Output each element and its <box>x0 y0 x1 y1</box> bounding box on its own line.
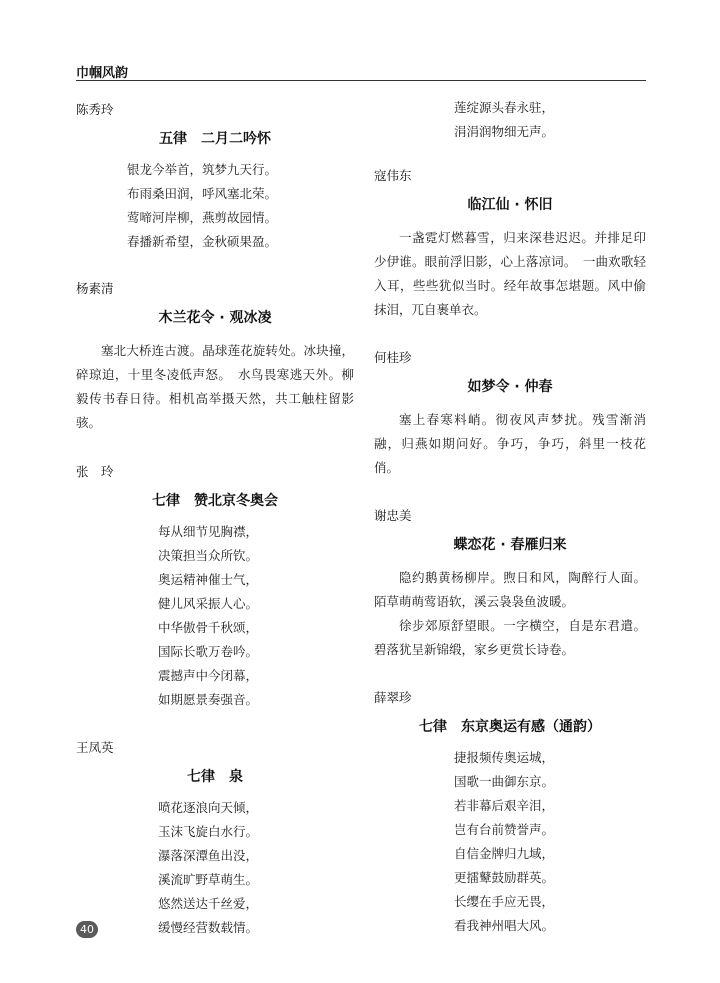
poem2-text: 塞北大桥连古渡。晶球莲花旋转处。冰块撞，碎琼迫，十里冬凌低声怒。 水鸟畏寒逃天外。柳毅传书春日待。相机高举摄天然，共工触柱留影骇。 <box>76 343 354 430</box>
verse-line: 决策担当众所钦。 <box>158 548 259 563</box>
poem-title-mulanhua: 木兰花令 · 观冰凌 <box>158 310 272 326</box>
page-header <box>76 60 646 81</box>
page-number: 40 <box>76 921 98 938</box>
verse-line: 震撼声中今闭幕， <box>158 668 259 683</box>
verse-line: 涓涓润物细无声。 <box>454 124 555 139</box>
author-chen: 陈秀玲 <box>76 102 114 117</box>
verse-line: 溪流旷野草萌生。 <box>158 872 259 887</box>
verse-line: 更擂鼙鼓励群英。 <box>454 870 555 885</box>
author-yang: 杨素清 <box>76 281 114 296</box>
poem7-paragraph-2: 徐步郊原舒望眼。一字横空，自是东君遣。碧落犹呈新锦缎，家乡更赏长诗卷。 <box>374 618 646 657</box>
poem-title-wulv: 五律 二月二吟怀 <box>159 131 271 147</box>
poem-title-linjiangxian: 临江仙 · 怀旧 <box>467 197 553 213</box>
verse-line: 如期愿景奏强音。 <box>158 692 259 707</box>
poem1-verse <box>76 158 354 254</box>
verse-line: 瀑落深潭鱼出没， <box>158 848 259 863</box>
verse-line: 捷报频传奥运城， <box>454 750 555 765</box>
verse-line: 国歌一曲御东京。 <box>454 774 555 789</box>
poem-title-quan: 七律 泉 <box>187 769 243 785</box>
author-kou: 寇伟东 <box>374 168 412 183</box>
verse-line: 自信金牌归九域， <box>454 846 555 861</box>
verse-line: 悠然送达千丝爱， <box>158 896 259 911</box>
verse-line: 若非幕后艰辛泪， <box>454 798 555 813</box>
verse-line: 看我神州唱大风。 <box>454 918 555 933</box>
poem4-verse <box>76 796 354 940</box>
author-xue: 薛翠珍 <box>374 690 412 705</box>
verse-line: 中华傲骨千秋颂， <box>158 620 259 635</box>
section-title: 巾帼风韵 <box>76 66 129 81</box>
right-column <box>374 96 646 938</box>
verse-line: 健儿风采振人心。 <box>158 596 259 611</box>
left-column <box>76 96 354 940</box>
author-he: 何桂珍 <box>374 350 412 365</box>
verse-line: 每从细节见胸襟， <box>158 524 259 539</box>
verse-line: 玉沫飞旋白水行。 <box>158 824 259 839</box>
verse-line: 国际长歌万卷吟。 <box>158 644 259 659</box>
verse-line: 莺啼河岸柳，燕剪故园情。 <box>127 210 278 225</box>
verse-line: 缓慢经营数载情。 <box>158 920 259 935</box>
author-zhang: 张 玲 <box>76 464 114 479</box>
verse-line: 莲绽源头春永驻， <box>454 100 555 115</box>
author-xie: 谢忠美 <box>374 508 412 523</box>
verse-line: 布雨桑田润，呼风塞北荣。 <box>127 186 278 201</box>
verse-line: 春播新希望，金秋硕果盈。 <box>127 234 278 249</box>
poem-continuation <box>374 96 646 144</box>
poem-title-rumengling: 如梦令 · 仲春 <box>467 379 553 395</box>
verse-line: 银龙今举首，筑梦九天行。 <box>127 162 278 177</box>
verse-line: 喷花逐浪向天倾， <box>158 800 259 815</box>
verse-line: 岂有台前赞誉声。 <box>454 822 555 837</box>
verse-line: 长缨在手应无畏， <box>454 894 555 909</box>
poem7-paragraph-1: 隐约鹅黄杨柳岸。煦日和风，陶醉行人面。陌草萌萌莺语软，溪云袅袅鱼波暖。 <box>374 570 646 609</box>
verse-line: 奥运精神催士气， <box>158 572 259 587</box>
poem3-verse <box>76 520 354 712</box>
poem-title-dongjing: 七律 东京奥运有感（通韵） <box>419 719 601 735</box>
poem8-verse <box>374 746 646 938</box>
poem-title-dielianhua: 蝶恋花 · 春雁归来 <box>453 537 567 553</box>
author-wang: 王凤英 <box>76 740 114 755</box>
poem6-text: 塞上春寒料峭。彻夜风声梦扰。残雪渐消融，归燕如期问好。争巧，争巧，斜里一枝花俏。 <box>374 412 646 475</box>
poem-title-qilv-dongao: 七律 赞北京冬奥会 <box>152 493 278 509</box>
poem5-text: 一盏霓灯燃暮雪，归来深巷迟迟。并排足印少伊谁。眼前浮旧影，心上落凉词。 一曲欢歌轻入耳，些些犹似当时。经年故事怎堪题。风中偷抹泪，兀自裹单衣。 <box>374 230 646 317</box>
